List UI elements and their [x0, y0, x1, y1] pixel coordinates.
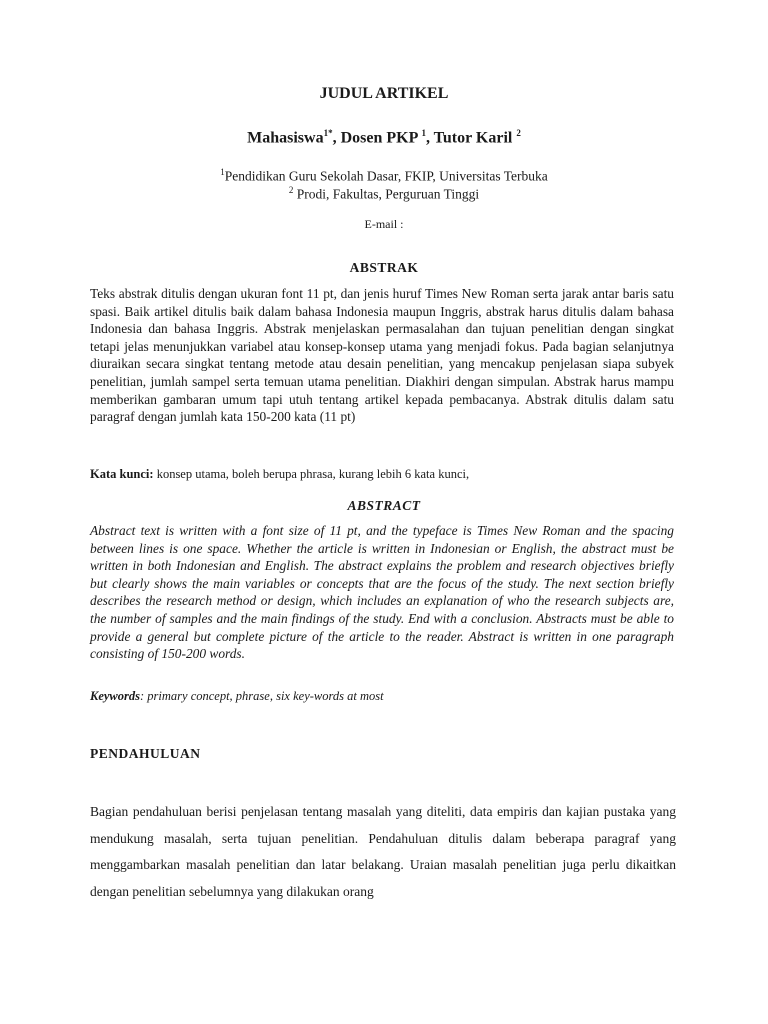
author-superscript: 1: [421, 128, 426, 138]
affiliation-superscript: 2: [288, 185, 294, 195]
author-line: [0, 128, 768, 147]
affiliation-superscript: 1: [220, 167, 225, 177]
kata-kunci-text: konsep utama, boleh berupa phrasa, kurang lebih 6 kata kunci,: [153, 467, 470, 481]
affiliation-text: Prodi, Fakultas, Perguruan Tinggi: [293, 186, 480, 202]
author-superscript: 2: [516, 128, 521, 138]
affiliation-1: [0, 167, 768, 185]
kata-kunci-label: Kata kunci:: [90, 467, 154, 481]
author-name: Mahasiswa: [247, 129, 324, 147]
keywords-line: [90, 689, 690, 704]
kata-kunci-line: [90, 467, 690, 482]
abstrak-paragraph: Teks abstrak ditulis dengan ukuran font 11 pt, dan jenis huruf Times New Roman serta jarak antar baris satu spasi. Baik artikel ditulis baik dalam bahasa Indonesia maupun Inggris, abstrak harus ditulis dalam bahasa Indonesia dan bahasa Inggris. Abstrak menjelaskan permasalahan dan tujuan penelitian dengan singkat tetapi jelas menunjukkan variabel atau konsep-konsep utama yang menjadi fokus. Pada bagian selanjutnya diuraikan secara singkat tentang metode atau desain penelitian, yang mencakup penjelasan siapa subyek penelitian, jumlah sampel serta temuan utama penelitian. Diakhiri dengan simpulan. Abstrak harus mampu memberikan gambaran umum tapi utuh tentang artikel kepada pembacanya. Abstrak ditulis dalam satu paragraf dengan jumlah kata 150-200 kata (11 pt): [90, 286, 674, 425]
email-line: E-mail :: [364, 217, 404, 231]
keywords-label: Keywords: [90, 689, 140, 703]
author-superscript: 1*: [323, 128, 333, 138]
article-title: JUDUL ARTIKEL: [319, 85, 449, 102]
affiliation-2: [0, 185, 768, 203]
abstrak-heading: ABSTRAK: [349, 260, 419, 275]
abstract-heading: ABSTRACT: [347, 498, 421, 513]
pendahuluan-paragraph: Bagian pendahuluan berisi penjelasan tentang masalah yang diteliti, data empiris dan kajian pustaka yang mendukung masalah, serta tujuan penelitian. Pendahuluan ditulis dalam beberapa paragraf yang menggambarkan masalah penelitian dan latar belakang. Uraian masalah penelitian juga perlu dikaitkan dengan penelitian sebelumnya yang dilakukan orang: [90, 804, 676, 899]
affiliation-text: Pendidikan Guru Sekolah Dasar, FKIP, Universitas Terbuka: [224, 168, 548, 184]
author-name: , Tutor Karil: [425, 129, 517, 147]
pendahuluan-heading: PENDAHULUAN: [90, 746, 201, 761]
abstract-paragraph: Abstract text is written with a font size of 11 pt, and the typeface is Times New Roman and the spacing between lines is one space. Whether the article is written in Indonesian or English, the abstract must be written in both Indonesian and English. The abstract explains the problem and research objectives briefly but clearly shows the main variables or concepts that are the focus of the study. The next section briefly describes the research method or design, which includes an explanation of who the research subjects are, the number of samples and the main findings of the study. End with a conclusion. Abstracts must be able to provide a general but complete picture of the article to the reader. Abstract is written in one paragraph consisting of 150-200 words.: [90, 523, 674, 662]
author-name: , Dosen PKP: [332, 129, 422, 147]
keywords-text: : primary concept, phrase, six key-words at most: [140, 689, 384, 703]
